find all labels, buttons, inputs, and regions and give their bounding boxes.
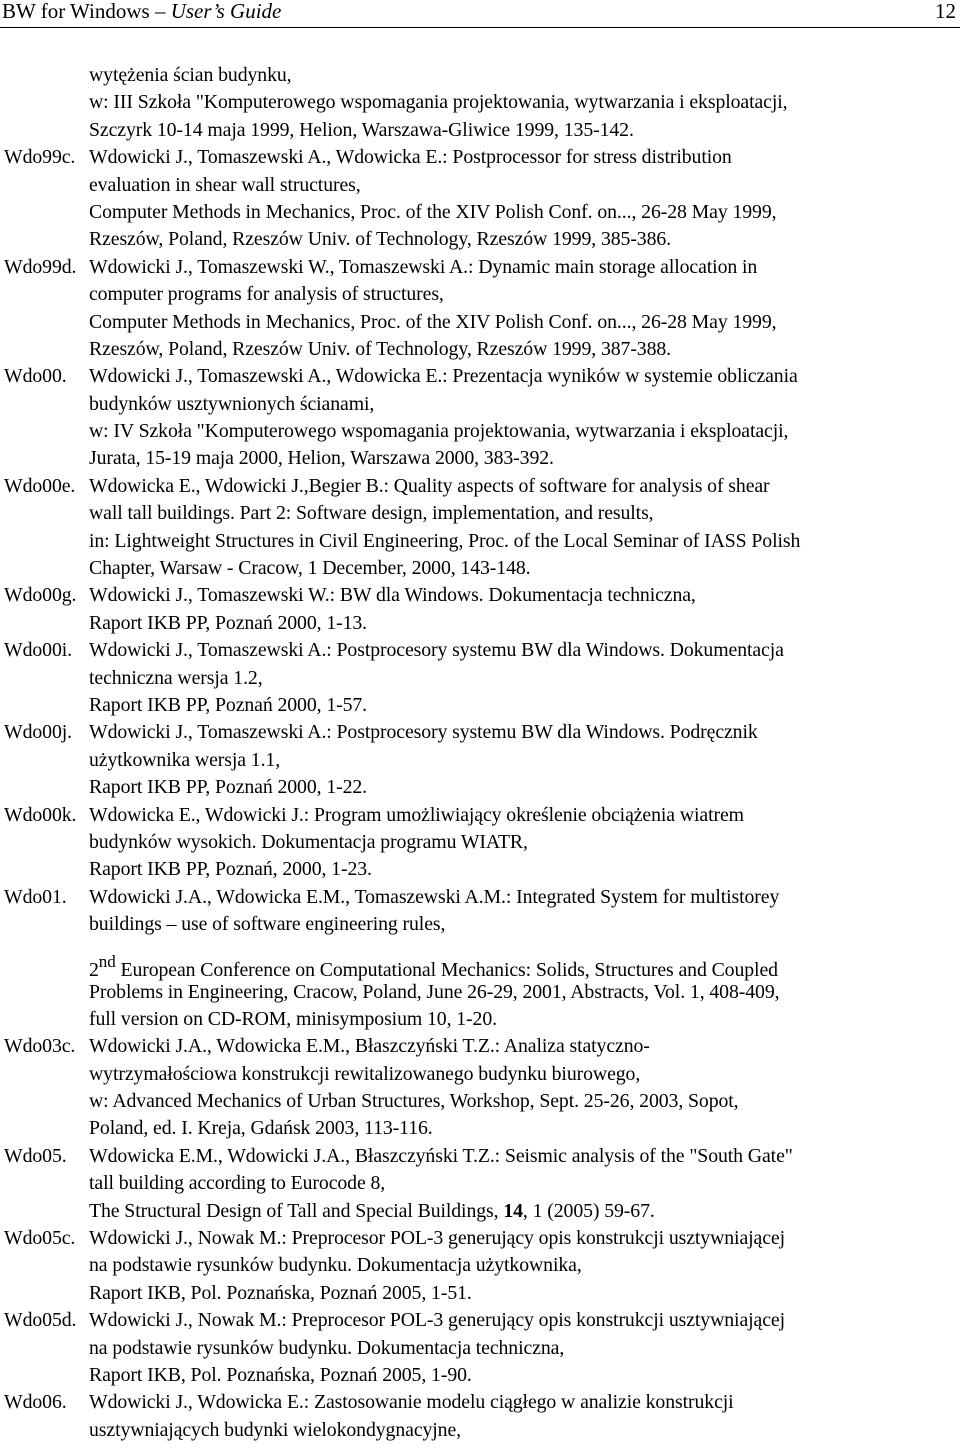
reference-line: Problems in Engineering, Cracow, Poland, June 26-29, 2001, Abstracts, Vol. 1, 408-409, (89, 980, 780, 1003)
reference-line: wall tall buildings. Part 2: Software design, implementation, and results, (89, 502, 654, 525)
conference-name: European Conference on Computational Mechanics: Solids, Structures and Coupled (115, 958, 778, 981)
volume-number: 14 (503, 1199, 523, 1222)
reference-entry (0, 1033, 960, 1143)
reference-key: Wdo00. (4, 365, 67, 388)
reference-line: budynków usztywnionych ścianami, (89, 392, 375, 415)
reference-line: w: III Szkoła "Komputerowego wspomagania projektowania, wytwarzania i eksploatacji, (89, 91, 788, 114)
reference-line: in: Lightweight Structures in Civil Engineering, Proc. of the Local Seminar of IASS Polish (89, 529, 801, 552)
reference-entry (0, 802, 960, 884)
reference-entry (0, 582, 960, 637)
reference-entry (0, 1225, 960, 1307)
reference-line: Wdowicka E.M., Wdowicki J.A., Błaszczyński T.Z.: Seismic analysis of the "South Gate" Wdo05. (0, 1143, 960, 1170)
reference-line: techniczna wersja 1.2, (89, 666, 263, 689)
reference-key: Wdo05c. (4, 1227, 76, 1250)
reference-line: Poland, ed. I. Kreja, Gdańsk 2003, 113-116. (89, 1117, 433, 1140)
reference-entry (0, 254, 960, 364)
reference-line: Wdowicki J., Nowak M.: Preprocesor POL-3 generujący opis konstrukcji usztywniającej Wdo05d. (0, 1307, 960, 1334)
reference-line: buildings – use of software engineering rules, (89, 913, 446, 936)
reference-key: Wdo99c. (4, 146, 76, 169)
document-title-italic: User’s Guide (170, 0, 282, 23)
reference-line: w: IV Szkoła "Komputerowego wspomagania projektowania, wytwarzania i eksploatacji, (89, 420, 789, 443)
reference-line: Jurata, 15-19 maja 2000, Helion, Warszawa 2000, 383-392. (89, 447, 554, 470)
reference-entry (0, 144, 960, 254)
reference-key: Wdo01. (4, 885, 67, 908)
reference-key: Wdo99d. (4, 255, 77, 278)
ordinal-number: 2 (89, 958, 99, 981)
document-title: BW for Windows – User’s Guide (2, 0, 282, 23)
reference-line: Wdowicki J., Tomaszewski A.: Postprocesory systemu BW dla Windows. Dokumentacja Wdo00i. (0, 637, 960, 664)
page-number: 12 (935, 0, 956, 23)
reference-line: budynków wysokich. Dokumentacja programu WIATR, (89, 830, 528, 853)
reference-line: Computer Methods in Mechanics, Proc. of the XIV Polish Conf. on..., 26-28 May 1999, (89, 310, 777, 333)
reference-line: tall building according to Eurocode 8, (89, 1172, 386, 1195)
reference-line: wytężenia ścian budynku, (89, 64, 292, 86)
reference-line: Wdowicki J., Tomaszewski A.: Postprocesory systemu BW dla Windows. Podręcznik Wdo00j. (0, 719, 960, 746)
reference-entry (0, 719, 960, 801)
ordinal-suffix: nd (98, 951, 116, 971)
reference-line: full version on CD-ROM, minisymposium 10, 1-20. (89, 1007, 497, 1030)
reference-entry (0, 884, 960, 1034)
reference-line: Wdowicki J.A., Wdowicka E.M., Błaszczyński T.Z.: Analiza statyczno- Wdo03c. (0, 1033, 960, 1060)
reference-key: Wdo03c. (4, 1035, 76, 1058)
reference-key: Wdo00j. (4, 721, 72, 744)
page-header (0, 0, 960, 28)
reference-entry (0, 62, 960, 144)
reference-line: usztywniających budynki wielokondygnacyjne, (89, 1418, 461, 1441)
reference-list (0, 62, 960, 1444)
reference-entry (0, 1307, 960, 1389)
reference-line: evaluation in shear wall structures, (89, 173, 361, 196)
reference-line: Wdowicka E., Wdowicki J.,Begier B.: Quality aspects of software for analysis of shear Wdo00e. (0, 473, 960, 500)
reference-line: Raport IKB PP, Poznań 2000, 1-22. (89, 776, 368, 799)
reference-line: Wdowicki J., Tomaszewski W., Tomaszewski A.: Dynamic main storage allocation in Wdo99d. (0, 254, 960, 281)
reference-line: Computer Methods in Mechanics, Proc. of the XIV Polish Conf. on..., 26-28 May 1999, (89, 200, 777, 223)
reference-key: Wdo00i. (4, 639, 72, 662)
reference-line: Raport IKB, Pol. Poznańska, Poznań 2005, 1-90. (89, 1363, 472, 1386)
reference-line: Wdowicki J., Tomaszewski A., Wdowicka E.: Prezentacja wyników w systemie obliczania Wdo00. (0, 363, 960, 390)
reference-line: użytkownika wersja 1.1, (89, 748, 281, 771)
reference-line: Wdowicki J.A., Wdowicka E.M., Tomaszewski A.M.: Integrated System for multistorey Wdo01. (0, 884, 960, 911)
reference-key: Wdo05d. (4, 1309, 77, 1332)
reference-line: Raport IKB PP, Poznań 2000, 1-13. (89, 611, 368, 634)
reference-line (0, 939, 960, 979)
reference-line: Wdowicki J., Tomaszewski A., Wdowicka E.: Postprocessor for stress distribution Wdo99c. (0, 144, 960, 171)
reference-key: Wdo00k. (4, 803, 77, 826)
reference-key: Wdo00g. (4, 584, 77, 607)
reference-line: Wdowicki J., Tomaszewski W.: BW dla Windows. Dokumentacja techniczna, Wdo00g. (0, 582, 960, 609)
reference-line: Wdowicka E., Wdowicki J.: Program umożliwiający określenie obciążenia wiatrem Wdo00k. (0, 802, 960, 829)
reference-line: Rzeszów, Poland, Rzeszów Univ. of Technology, Rzeszów 1999, 387-388. (89, 337, 672, 360)
reference-entry (0, 363, 960, 473)
reference-line: Szczyrk 10-14 maja 1999, Helion, Warszawa-Gliwice 1999, 135-142. (89, 118, 634, 141)
reference-line: Raport IKB PP, Poznań, 2000, 1-23. (89, 858, 372, 881)
reference-line: na podstawie rysunków budynku. Dokumentacja użytkownika, (89, 1254, 582, 1277)
reference-key: Wdo06. (4, 1391, 67, 1414)
reference-line: The Structural Design of Tall and Special Buildings, 14, 1 (2005) 59-67. (89, 1199, 655, 1222)
reference-entry (0, 1143, 960, 1225)
reference-line: Raport IKB PP, Poznań 2000, 1-57. (89, 693, 368, 716)
reference-line: Chapter, Warsaw - Cracow, 1 December, 2000, 143-148. (89, 557, 531, 580)
reference-line: Wdowicki J., Nowak M.: Preprocesor POL-3 generujący opis konstrukcji usztywniającej Wdo05c. (0, 1225, 960, 1252)
reference-line: wytrzymałościowa konstrukcji rewitalizowanego budynku biurowego, (89, 1062, 641, 1085)
reference-entry (0, 637, 960, 719)
reference-key: Wdo05. (4, 1144, 67, 1167)
reference-line: Wdowicki J., Wdowicka E.: Zastosowanie modelu ciągłego w analizie konstrukcji Wdo06. (0, 1389, 960, 1416)
reference-line: Raport IKB, Pol. Poznańska, Poznań 2005, 1-51. (89, 1281, 472, 1304)
reference-entry (0, 1389, 960, 1444)
reference-line: na podstawie rysunków budynku. Dokumentacja techniczna, (89, 1336, 565, 1359)
reference-line: Rzeszów, Poland, Rzeszów Univ. of Technology, Rzeszów 1999, 385-386. (89, 228, 672, 251)
reference-key: Wdo00e. (4, 474, 76, 497)
reference-line: w: Advanced Mechanics of Urban Structures, Workshop, Sept. 25-26, 2003, Sopot, (89, 1090, 739, 1113)
reference-entry (0, 473, 960, 583)
reference-line: computer programs for analysis of structures, (89, 283, 444, 306)
